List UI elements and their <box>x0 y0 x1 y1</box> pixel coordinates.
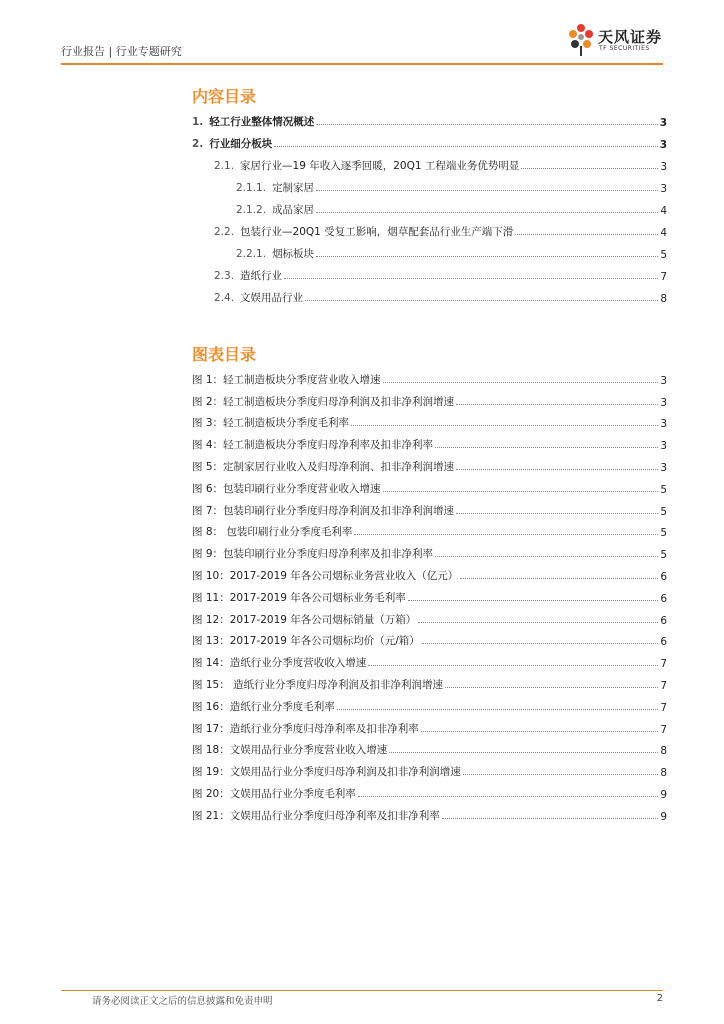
toc-entry-label: 定制家居 <box>272 182 315 194</box>
toc-entry[interactable] <box>192 195 667 217</box>
figure-entry[interactable] <box>192 452 667 474</box>
toc-entry-label: 造纸行业 <box>240 270 283 282</box>
figure-entry-page: 6 <box>660 614 667 627</box>
toc-entry-number: 1. <box>192 116 204 128</box>
dot-leader <box>389 752 658 753</box>
figures-list <box>192 365 667 823</box>
dot-leader <box>284 278 658 279</box>
figure-entry-page: 7 <box>660 679 667 692</box>
figure-entry[interactable] <box>192 605 667 627</box>
dot-leader <box>456 513 658 514</box>
dot-leader <box>383 491 659 492</box>
dot-leader <box>435 447 658 448</box>
toc-entry[interactable] <box>192 107 667 129</box>
toc-entry-label: 轻工行业整体情况概述 <box>209 116 315 128</box>
figure-entry[interactable] <box>192 670 667 692</box>
figure-entry[interactable] <box>192 627 667 649</box>
dot-leader <box>383 382 659 383</box>
toc-entry-number: 2. <box>192 138 204 150</box>
figure-entry-label: 图 16：造纸行业分季度毛利率 <box>192 700 335 713</box>
dot-leader <box>354 534 658 535</box>
figure-entry-page: 9 <box>660 788 667 801</box>
figure-entry[interactable] <box>192 801 667 823</box>
figure-entry-page: 3 <box>660 396 667 409</box>
toc-entry-number: 2.1.1. <box>236 182 267 194</box>
dot-leader <box>305 300 658 301</box>
figure-entry-label: 图 19：文娱用品行业分季度归母净利润及扣非净利润增速 <box>192 766 461 779</box>
figure-entry[interactable] <box>192 518 667 540</box>
figure-entry-label: 图 12：2017-2019 年各公司烟标销量（万箱） <box>192 613 417 626</box>
dot-leader <box>463 774 659 775</box>
toc-entry-page: 4 <box>660 227 667 239</box>
dot-leader <box>274 146 657 147</box>
dot-leader <box>316 190 658 191</box>
toc-entry[interactable] <box>192 239 667 261</box>
toc-entry-page: 7 <box>660 271 667 283</box>
figure-entry-label: 图 10：2017-2019 年各公司烟标业务营业收入（亿元） <box>192 569 459 582</box>
figure-entry-page: 5 <box>660 505 667 518</box>
toc-entry-number: 2.3. <box>214 270 235 282</box>
figure-entry-page: 3 <box>660 440 667 453</box>
figure-entry[interactable] <box>192 714 667 736</box>
toc-entry-label: 成品家居 <box>272 204 315 216</box>
toc-entry-page: 3 <box>660 161 667 173</box>
figure-entry[interactable] <box>192 365 667 387</box>
figure-entry[interactable] <box>192 430 667 452</box>
figure-entry-page: 6 <box>660 592 667 605</box>
figure-entry-label: 图 4：轻工制造板块分季度归母净利率及扣非净利率 <box>192 439 434 452</box>
figure-entry-label: 图 7：包装印刷行业分季度归母净利润及扣非净利润增速 <box>192 504 455 517</box>
figure-entry-label: 图 3：轻工制造板块分季度毛利率 <box>192 417 350 430</box>
toc-entry-page: 4 <box>660 205 667 217</box>
figure-entry-page: 3 <box>660 461 667 474</box>
dot-leader <box>316 256 658 257</box>
toc-entry-page: 3 <box>659 117 667 129</box>
figure-entry[interactable] <box>192 387 667 409</box>
figure-entry-page: 3 <box>660 374 667 387</box>
figure-entry-page: 6 <box>660 636 667 649</box>
figure-entry[interactable] <box>192 757 667 779</box>
figure-entry-label: 图 5：定制家居行业收入及归母净利润、扣非净利润增速 <box>192 460 455 473</box>
dot-leader <box>456 469 658 470</box>
figure-entry-page: 5 <box>660 483 667 496</box>
dot-leader <box>358 796 659 797</box>
figure-entry[interactable] <box>192 736 667 758</box>
toc-entry[interactable] <box>192 283 667 305</box>
toc-entry-number: 2.1. <box>214 160 235 172</box>
dot-leader <box>316 124 657 125</box>
toc-entry[interactable] <box>192 173 667 195</box>
toc-entry-page: 3 <box>659 139 667 151</box>
dot-leader <box>456 404 658 405</box>
toc-list <box>192 107 667 305</box>
figure-entry-label: 图 11：2017-2019 年各公司烟标业务毛利率 <box>192 591 406 604</box>
figure-entry-label: 图 17：造纸行业分季度归母净利率及扣非净利率 <box>192 722 419 735</box>
dot-leader <box>521 168 658 169</box>
figure-entry[interactable] <box>192 692 667 714</box>
dot-leader <box>408 600 659 601</box>
figure-entry[interactable] <box>192 648 667 670</box>
figures-title: 图表目录 <box>192 345 257 364</box>
toc-entry-number: 2.1.2. <box>236 204 267 216</box>
flower-logo-icon <box>566 22 596 56</box>
figure-entry-page: 7 <box>660 723 667 736</box>
figure-entry-label: 图 15： 造纸行业分季度归母净利润及扣非净利润增速 <box>192 678 444 691</box>
toc-entry-label: 家居行业—19 年收入逐季回暖，20Q1 工程端业务优势明显 <box>240 160 520 172</box>
toc-entry-label: 包装行业—20Q1 受复工影响，烟草配套品行业生产端下滑 <box>240 226 514 238</box>
figure-entry[interactable] <box>192 496 667 518</box>
figure-entry-page: 8 <box>660 745 667 758</box>
figure-entry[interactable] <box>192 474 667 496</box>
dot-leader <box>422 643 659 644</box>
figure-entry-page: 5 <box>660 549 667 562</box>
toc-entry-number: 2.4. <box>214 292 235 304</box>
page-number: 2 <box>656 993 663 1004</box>
figure-entry[interactable] <box>192 561 667 583</box>
logo-name: 天风证券 <box>598 28 663 46</box>
dot-leader <box>442 818 659 819</box>
figure-entry-label: 图 20：文娱用品行业分季度毛利率 <box>192 787 356 800</box>
figure-entry-page: 3 <box>660 418 667 431</box>
toc-entry[interactable] <box>192 217 667 239</box>
figure-entry-label: 图 9：包装印刷行业分季度归母净利率及扣非净利率 <box>192 548 434 561</box>
figure-entry-label: 图 14：造纸行业分季度营收收入增速 <box>192 657 367 670</box>
figure-entry-page: 9 <box>660 810 667 823</box>
figure-entry-page: 5 <box>660 527 667 540</box>
figure-entry[interactable] <box>192 409 667 431</box>
toc-entry-page: 5 <box>660 249 667 261</box>
toc-entry-page: 3 <box>660 183 667 195</box>
figure-entry[interactable] <box>192 539 667 561</box>
dot-leader <box>418 622 658 623</box>
footer-disclaimer: 请务必阅读正文之后的信息披露和免责申明 <box>92 996 273 1007</box>
figure-entry-label: 图 8： 包装印刷行业分季度毛利率 <box>192 526 353 539</box>
toc-entry-label: 文娱用品行业 <box>240 292 304 304</box>
toc-entry-number: 2.2. <box>214 226 235 238</box>
dot-leader <box>421 731 659 732</box>
figure-entry-label: 图 13：2017-2019 年各公司烟标均价（元/箱） <box>192 635 420 648</box>
figure-entry[interactable] <box>192 583 667 605</box>
dot-leader <box>368 665 658 666</box>
dot-leader <box>515 234 658 235</box>
figure-entry-page: 8 <box>660 767 667 780</box>
footer-rule <box>61 990 663 991</box>
toc-entry[interactable] <box>192 129 667 151</box>
figure-entry-label: 图 21：文娱用品行业分季度归母净利率及扣非净利率 <box>192 809 440 822</box>
header-rule <box>61 63 663 65</box>
figure-entry-label: 图 1：轻工制造板块分季度营业收入增速 <box>192 373 381 386</box>
figure-entry-page: 7 <box>660 701 667 714</box>
header-breadcrumb: 行业报告 | 行业专题研究 <box>61 45 182 58</box>
toc-entry[interactable] <box>192 151 667 173</box>
dot-leader <box>337 709 659 710</box>
logo-subtitle: TF SECURITIES <box>599 45 650 52</box>
figure-entry[interactable] <box>192 779 667 801</box>
figure-entry-page: 7 <box>660 658 667 671</box>
dot-leader <box>460 578 658 579</box>
figure-entry-label: 图 2：轻工制造板块分季度归母净利润及扣非净利润增速 <box>192 395 455 408</box>
toc-entry-page: 8 <box>660 293 667 305</box>
toc-title: 内容目录 <box>192 87 257 106</box>
toc-entry-label: 烟标板块 <box>272 248 315 260</box>
company-logo <box>566 20 670 60</box>
toc-entry-label: 行业细分板块 <box>209 138 273 150</box>
dot-leader <box>351 425 658 426</box>
toc-entry-number: 2.2.1. <box>236 248 267 260</box>
figure-entry-page: 6 <box>660 570 667 583</box>
dot-leader <box>316 212 658 213</box>
toc-entry[interactable] <box>192 261 667 283</box>
dot-leader <box>435 556 658 557</box>
figure-entry-label: 图 18：文娱用品行业分季度营业收入增速 <box>192 744 388 757</box>
figure-entry-label: 图 6：包装印刷行业分季度营业收入增速 <box>192 482 381 495</box>
dot-leader <box>445 687 658 688</box>
